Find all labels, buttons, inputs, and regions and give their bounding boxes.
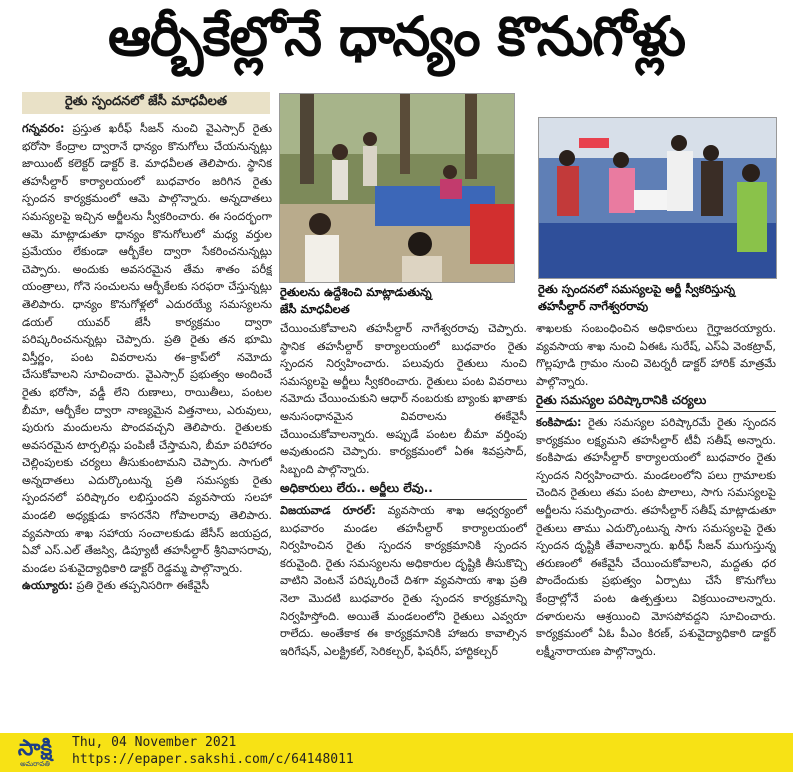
subheading: రైతు సమస్యల పరిష్కారానికి చర్యలు [536,392,776,412]
body-text: రైతు సమస్యల పరిష్కారమే రైతు స్పందన కార్యక్రమం లక్ష్యమని తహసీల్దార్ టీవీ సతీష్ అన్నారు. కంకిపాడు తహసీల్దార్ కార్యాలయంలో బుధవారం రైతు స్పందన నిర్వహించారు. మండలంలోని పలు గ్రామాలకు చెందిన రైతులు తమ పంట పొలాలు, సాగు సమస్యలపై అర్జీలను సమర్పించారు. తహసీల్దార్ సతీష్ మాట్లాడుతూ రైతులు తాము ఎదుర్కొంటున్న సాగు సమస్యలపై రైతు స్పందన దృష్టికి తేవాలన్నారు. ఖరీఫ్ సీజన్ ముగుస్తున్న తరుణంలో ఈకేవైసీ చేయించుకోవాలని, మద్దతు ధర పొందేందుకు ప్రభుత్వం ఏర్పాటు చేసే కొనుగోలు కేంద్రాల్లోనే పంట ఉత్పత్తులు విక్రయించాలన్నారు. దళారులను ఆశ్రయించి మోసపోవద్దని సూచించారు. కార్యక్రమంలో ఏఓ పీఎం కిరణ్, పశువైద్యాధికారి డాక్టర్ లక్ష్మీనారాయణ పాల్గొన్నారు. [536,415,776,658]
paragraph [536,414,776,660]
body-text: శాఖలకు సంబంధించిన అధికారులు గైర్హాజరయ్యారు. వ్యవసాయ శాఖ నుంచి ఏఈఓ సురేష్, ఎస్ఏ వెంకట్రావ్, గొల్లపూడి గ్రామం నుంచి వెటర్నరీ డాక్టర్ హారిక్ మాత్రమే పాల్గొన్నారు. [536,322,776,388]
footer-bar [0,733,793,772]
photo-illustration [539,118,776,278]
caption-line: తహసీల్దార్ నాగేశ్వరరావు [538,299,649,313]
news-photo-petition [538,117,777,279]
dateline: కంకిపాడు: [536,415,582,429]
subheading: అధికారులు లేరు.. అర్జీలు లేవు.. [280,480,527,500]
dateline: గన్నవరం: [22,122,65,135]
logo-subtext: అమరావతి [20,759,50,768]
body-text: ప్రస్తుత ఖరీఫ్ సీజన్ నుంచి వైఎస్సార్ రైతు భరోసా కేంద్రాల ద్వారానే ధాన్యం కొనుగోలు చేయనున్నట్లు జాయింట్ కలెక్టర్ డాక్టర్ కె. మాధవీలత తెలిపారు. స్థానిక తహసీల్దార్ కార్యాలయంలో బుధవారం జరిగిన రైతు స్పందన కార్యక్రమంలో ఆమె పాల్గొన్నారు. అన్నదాతలు సమస్యలపై ఇచ్చిన అర్జీలను స్వీకరించారు. ఈ సందర్భంగా ఆమె మాట్లాడుతూ ధాన్యం కొనుగోలులో మధ్య వర్తుల ప్రమేయం లేకుండా ఆర్బీకేల ద్వారా సేకరించనున్నట్లు చెప్పారు. అందుకు అవసరమైన తేమ శాతం పరీక్ష యంత్రాలు, గోనె సంచులను ఆర్బీకేలకు సరఫరా చేస్తున్నట్లు తెలిపారు. ధాన్యం కొనుగోళ్లలో ఎదురయ్యే సమస్యలను డయల్ యువర్ జేసీ కార్యక్రమం ద్వారా పరిష్కరించనున్నట్లు చెప్పారు. ప్రతి రైతు తన భూమి విస్తీర్ణం, పంట వివరాలను ఈ–క్రాప్‌లో నమోదు చేసుకోవాలని సూచించారు. వైఎస్సార్ ప్రభుత్వం అందించే రైతు భరోసా, వడ్డీ లేని రుణాలు, రాయితీలు, పంటల బీమా, ఆర్బీకేల ద్వారా నాణ్యమైన విత్తనాలు, ఎరువులు, పురుగు మందులను పొందవచ్చని తెలిపారు. రైతులకు అవసరమైన టార్పలిన్లు పంపిణీ చేస్తామని, బీమా పరిహారం చెల్లింపులకు చర్యలు తీసుకుంటామని చెప్పారు. సాగులో అన్నదాతలు ఎదుర్కొంటున్న ప్రతి సమస్యకు రైతు స్పందనలో పరిష్కారం లభిస్తుందని వ్యవసాయ సలహా మండలి అధ్యక్షుడు కాసరనేని గోపాలరావు తెలిపారు. వ్యవసాయ శాఖ సహాయ సంచాలకుడు జేసీస్ జయప్రద, ఏవో ఎస్.ఎల్ తేజస్వి, డిప్యూటీ తహసీల్దార్ శ్రీనివాసరావు, మండల పశువైద్యాధికారి డాక్టర్ రెడ్డమ్మ పాల్గొన్నారు. [22,122,272,575]
dateline: విజయవాడ రూరల్: [280,503,376,517]
kicker-label: రైతు స్పందనలో జేసీ మాధవీలత [22,92,270,114]
article-column-1 [22,120,272,720]
body-text: ప్రతి రైతు తప్పనిసరిగా ఈకేవైసీ [72,579,210,593]
news-photo-meeting [279,93,515,283]
logo-text: సాక్షి [17,735,53,761]
caption-line: రైతు స్పందనలో సమస్యలపై అర్జీ స్వీకరిస్తున్న [538,282,735,296]
dateline: ఉయ్యూరు: [22,579,73,593]
headline: ఆర్బీకేల్లోనే ధాన్యం కొనుగోళ్లు [107,4,686,68]
paragraph [22,577,272,595]
photo-caption-2 [538,281,778,315]
edition-date: Thu, 04 November 2021 [72,735,237,750]
caption-line: జేసీ మాధవీలత [280,302,350,316]
body-text: వ్యవసాయ శాఖ ఆధ్వర్యంలో బుధవారం మండల తహసీల్దార్ కార్యాలయంలో నిర్వహించిన రైతు స్పందన కార్యక్రమానికి స్పందన కరువైంది. రైతు సమస్యలను అధికారుల దృష్టికి తీసుకొచ్చి వాటిని వెంటనే పరిష్కరించే దిశగా వ్యవసాయ శాఖ ప్రతి నెలా మొదటి బుధవారం రైతు స్పందన కార్యక్రమాన్ని నిర్వహిస్తోంది. అయితే మండలంలోని రైతులు ఎవ్వరూ రాలేదు. అంతేకాక ఈ కార్యక్రమానికి హాజరు కావాల్సిన ఇరిగేషన్, ఎలక్ట్రికల్, సెరికల్చర్, ఫిషరీస్, హార్టికల్చర్ [280,503,527,658]
paragraph [22,120,272,577]
article-column-2 [280,320,527,720]
photo-caption-1 [280,284,514,318]
epaper-link[interactable]: https://epaper.sakshi.com/c/64148011 [72,752,354,767]
body-text: చేయించుకోవాలని తహసీల్దార్ నాగేశ్వరరావు చెప్పారు. స్థానిక తహసీల్దార్ కార్యాలయంలో బుధవారం రైతు స్పందన నిర్వహించారు. పలువురు రైతులు నుంచి సమస్యలపై అర్జీలు స్వీకరించారు. రైతులు పంట వివరాలు నమోదు చేయించుకుని ఆధార్ నంబరుకు బ్యాంకు ఖాతాకు అనుసంధానమైన వివరాలను ఈకేవైసీ చేయించుకోవాలన్నారు. అప్పుడే పంటల బీమా వర్తింపు అవుతుందని చెప్పారు. కార్యక్రమంలో ఏఈ శివప్రసాద్, సిబ్బంది పాల్గొన్నారు. [280,322,527,476]
sakshi-logo[interactable] [6,737,64,768]
article-column-3 [536,320,776,720]
paragraph [280,502,527,660]
caption-line: రైతులను ఉద్దేశించి మాట్లాడుతున్న [280,285,432,299]
photo-illustration [280,94,514,282]
